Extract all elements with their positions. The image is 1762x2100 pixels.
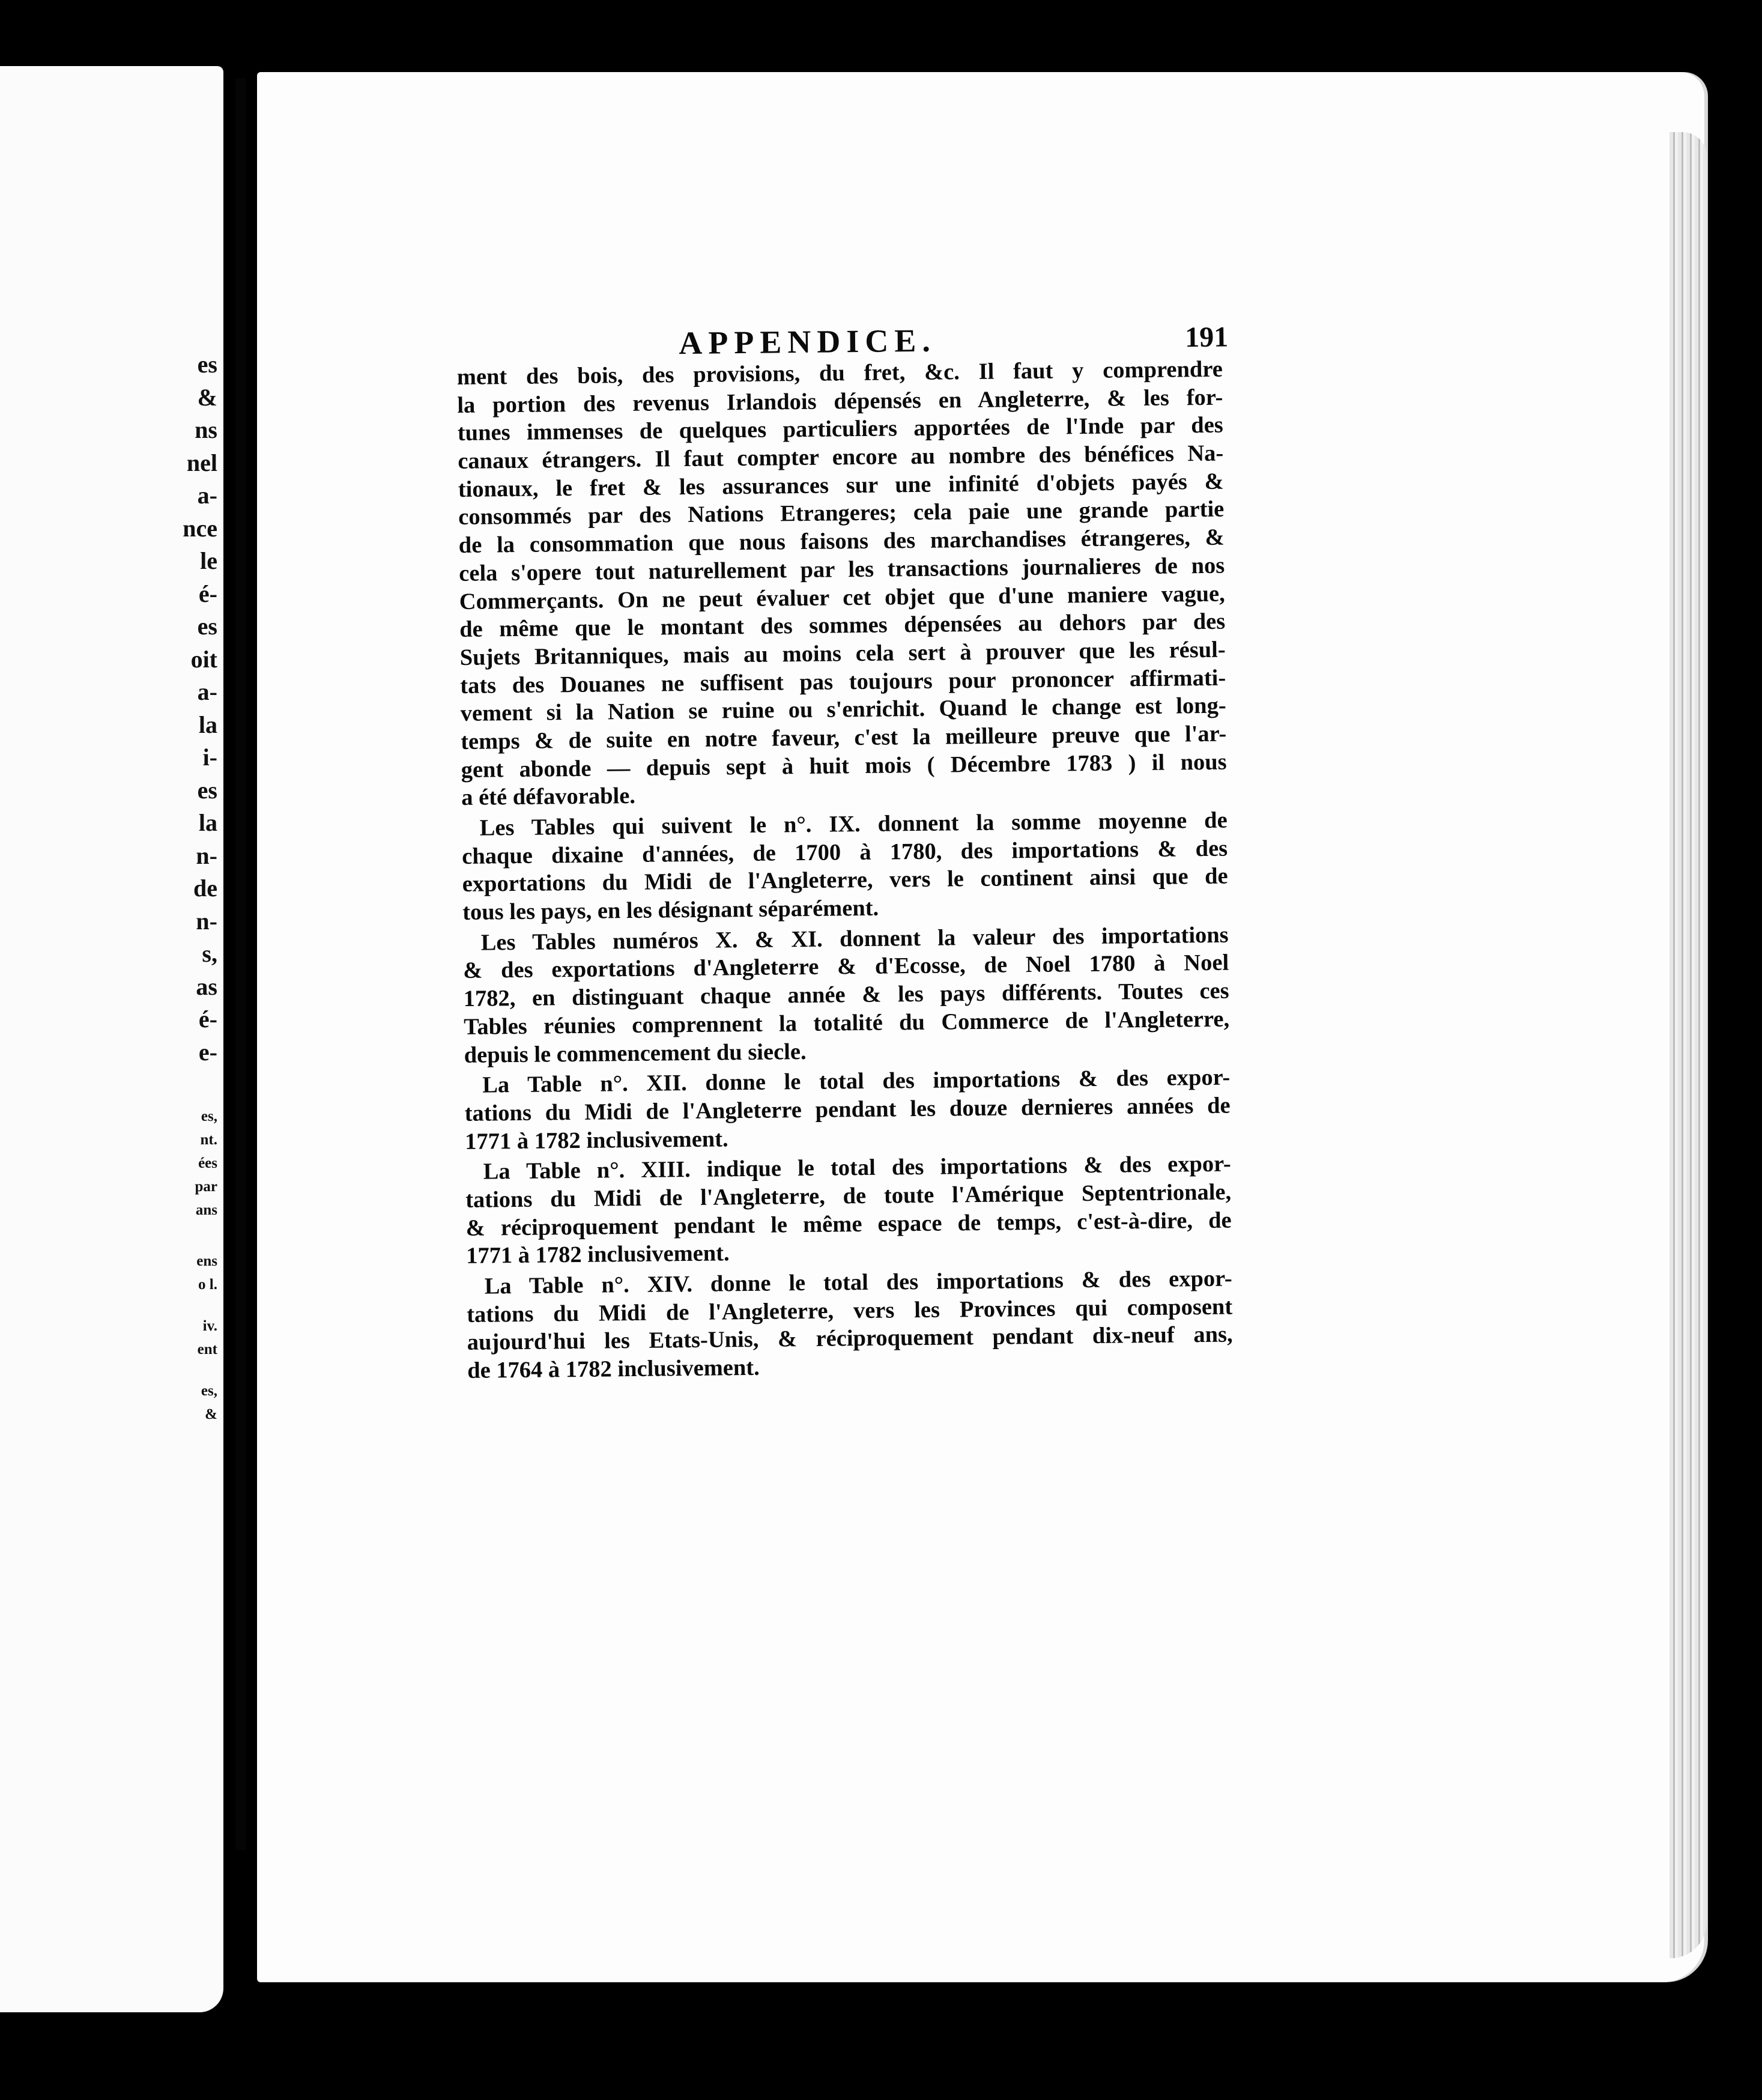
- facing-page-fragment: es,: [201, 1108, 217, 1124]
- text-line: ment des bois, des provisions, du fret, &c. Il faut y comprendre: [456, 356, 1223, 390]
- facing-page-fragment: a-: [197, 482, 217, 509]
- facing-page-text-fragments: [163, 348, 217, 1426]
- book-gutter: [235, 78, 246, 1850]
- text-line: 1771 à 1782 inclusivement.: [465, 1240, 730, 1269]
- fragments-lower-group: [163, 1314, 217, 1361]
- facing-page-fragment: ens: [196, 1253, 217, 1269]
- text-line: tations du Midi de l'Angleterre pendant les douze dernieres années de: [464, 1093, 1231, 1126]
- text-line: tionaux, le fret & les assurances sur une infinité d'objets payés &: [458, 469, 1224, 502]
- facing-page-fragment: e-: [198, 1038, 217, 1066]
- page-text-block: [456, 320, 1233, 1385]
- paragraph: [464, 1064, 1231, 1156]
- text-line: La Table n°. XII. donne le total des importations & des expor-: [482, 1064, 1231, 1098]
- facing-page-fragment: iv.: [202, 1318, 217, 1334]
- facing-page-fragment: de: [193, 875, 217, 902]
- body-text: [457, 356, 1234, 1385]
- page-edge-stack: [1670, 132, 1707, 1958]
- paragraph: [466, 1265, 1233, 1385]
- text-line: de 1764 à 1782 inclusivement.: [467, 1355, 760, 1383]
- text-line: La Table n°. XIII. indique le total des importations & des expor-: [483, 1151, 1231, 1185]
- facing-page-fragment: n-: [196, 907, 217, 935]
- paragraph: [462, 921, 1229, 1069]
- fragments-lower-group: [163, 1249, 217, 1296]
- text-line: chaque dixaine d'années, de 1700 à 1780, des importations & des: [462, 836, 1228, 869]
- facing-page-fragment: &: [197, 383, 217, 411]
- text-line: tations du Midi de l'Angleterre, vers les Provinces qui composent: [466, 1294, 1233, 1328]
- text-line: Sujets Britanniques, mais au moins cela sert à prouver que les résul-: [459, 637, 1226, 670]
- text-line: consommés par des Nations Etrangeres; cela paie une grande partie: [458, 497, 1225, 530]
- text-line: exportations du Midi de l'Angleterre, vers le continent ainsi que de: [462, 863, 1228, 897]
- facing-page-fragment: ns: [195, 416, 217, 443]
- text-line: tations du Midi de l'Angleterre, de toute l'Amérique Septentrionale,: [465, 1179, 1232, 1213]
- facing-page-fragment: es: [197, 613, 217, 640]
- fragments-lower-group: [163, 1379, 217, 1426]
- facing-page-fragment: le: [200, 547, 217, 574]
- facing-page-fragment: la: [198, 809, 217, 836]
- text-line: de même que le montant des sommes dépensées au dehors par des: [459, 608, 1226, 643]
- facing-page-fragment: par: [195, 1179, 217, 1195]
- text-line: aujourd'hui les Etats-Unis, & réciproquement pendant dix-neuf ans,: [467, 1322, 1233, 1356]
- facing-page-fragment: ent: [197, 1341, 217, 1358]
- facing-page-fragment: a-: [197, 678, 217, 705]
- facing-page-fragment: oit: [190, 645, 217, 673]
- text-line: canaux étrangers. Il faut compter encore au nombre des bénéfices Na-: [458, 440, 1224, 475]
- paragraph: [465, 1150, 1232, 1270]
- facing-page-fragment: la: [198, 711, 217, 738]
- facing-page-fragment: es,: [201, 1383, 217, 1399]
- facing-page-fragment: es: [197, 351, 217, 378]
- facing-page-fragment: es: [197, 776, 217, 804]
- facing-page-fragment: s,: [202, 940, 217, 967]
- facing-page-fragment: é-: [198, 1006, 217, 1033]
- text-line: tats des Douanes ne suffisent pas toujours pour prononcer affirmati-: [460, 665, 1226, 699]
- text-line: Les Tables qui suivent le n°. IX. donnent la somme moyenne de: [479, 807, 1228, 841]
- facing-page-fragment: &: [205, 1406, 217, 1422]
- text-line: la portion des revenus Irlandois dépensés en Angleterre, & les for-: [457, 384, 1223, 418]
- text-line: La Table n°. XIV. donne le total des importations & des expor-: [484, 1266, 1232, 1299]
- text-line: tous les pays, en les désignant séparément.: [462, 895, 879, 926]
- text-line: Les Tables numéros X. & XI. donnent la valeur des importations: [480, 922, 1229, 956]
- paragraph: [457, 356, 1228, 812]
- text-line: cela s'opere tout naturellement par les transactions journalieres de nos: [459, 553, 1225, 586]
- facing-page-fragment: nt.: [200, 1132, 217, 1148]
- text-line: 1771 à 1782 inclusivement.: [464, 1126, 728, 1155]
- facing-page-fragment: é-: [198, 580, 217, 607]
- text-line: vement si la Nation se ruine ou s'enrichit. Quand le change est long-: [460, 693, 1226, 727]
- text-line: Tables réunies comprennent la totalité du Commerce de l'Angleterre,: [463, 1006, 1230, 1040]
- facing-page-fragment: o l.: [198, 1276, 217, 1293]
- facing-page-fragment: nel: [186, 449, 217, 476]
- text-line: temps & de suite en notre faveur, c'est la meilleure preuve que l'ar-: [461, 721, 1227, 754]
- paragraph: [461, 807, 1228, 927]
- text-line: gent abonde — depuis sept à huit mois ( Décembre 1783 ) il nous: [461, 749, 1227, 783]
- text-line: & des exportations d'Angleterre & d'Ecosse, de Noel 1780 à Noel: [462, 950, 1229, 984]
- page-number: 191: [1184, 321, 1229, 354]
- facing-page-fragment: ées: [198, 1155, 217, 1171]
- facing-page-fragment: i-: [202, 744, 217, 771]
- facing-page-fragment: n-: [196, 842, 217, 869]
- fragments-upper: [163, 348, 217, 1069]
- text-line: a été défavorable.: [461, 783, 636, 811]
- fragments-lower-group: [163, 1105, 217, 1222]
- facing-page-fragment: nce: [183, 514, 217, 542]
- text-line: de la consommation que nous faisons des marchandises étrangeres, &: [458, 524, 1225, 559]
- facing-page-fragment: ans: [195, 1202, 217, 1218]
- text-line: depuis le commencement du siecle.: [464, 1039, 807, 1068]
- text-line: & réciproquement pendant le même espace de temps, c'est-à-dire, de: [465, 1207, 1232, 1241]
- facing-page-fragment: as: [196, 973, 217, 1000]
- facing-page-left: [0, 66, 223, 2012]
- running-title: APPENDICE.: [678, 322, 937, 362]
- text-line: Commerçants. On ne peut évaluer cet objet que d'une maniere vague,: [459, 581, 1225, 615]
- text-line: tunes immenses de quelques particuliers apportées de l'Inde par des: [457, 413, 1223, 446]
- text-line: 1782, en distinguant chaque année & les pays différents. Toutes ces: [463, 978, 1229, 1012]
